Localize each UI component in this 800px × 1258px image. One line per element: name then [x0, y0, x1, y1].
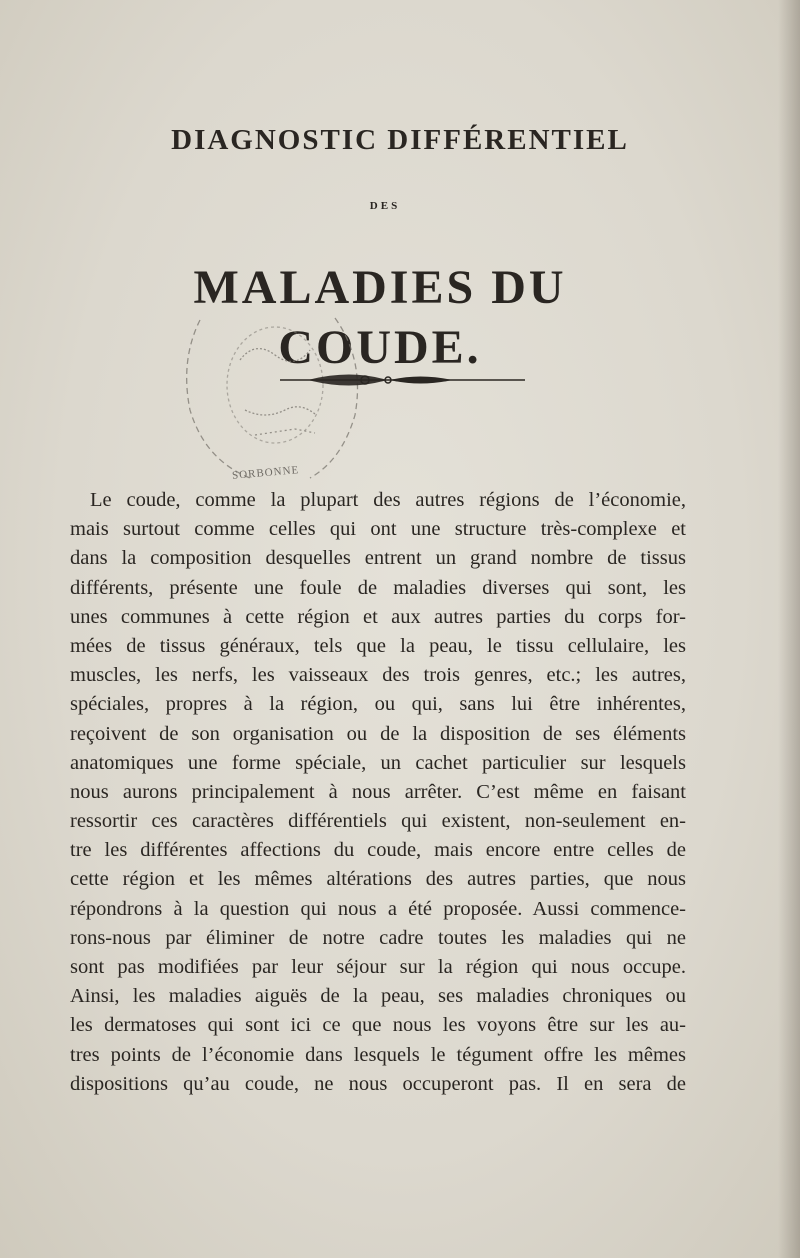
body-line: rons-nous par éliminer de notre cadre toutes les maladies qui ne	[70, 926, 686, 949]
body-line: muscles, les nerfs, les vaisseaux des trois genres, etc.; les autres,	[70, 664, 686, 687]
body-line: différents, présente une foule de maladies diverses qui sont, les	[70, 576, 686, 599]
body-line: cette région et les mêmes altérations des autres parties, que nous	[70, 868, 686, 891]
body-paragraph	[70, 486, 686, 1099]
body-line: nous aurons principalement à nous arrêter. C’est même en faisant	[70, 780, 686, 803]
library-stamp-text: SORBONNE	[231, 464, 300, 482]
title-line-3: MALADIES DU COUDE.	[193, 261, 567, 374]
body-line: dispositions qu’au coude, ne nous occuperont pas. Il en sera de	[70, 1072, 686, 1095]
page-spine-shadow	[778, 0, 800, 1258]
body-line: dans la composition desquelles entrent un grand nombre de tissus	[70, 547, 686, 570]
body-line: Le coude, comme la plupart des autres régions de l’économie,	[90, 489, 686, 511]
body-line: ressortir ces caractères différentiels qui existent, non-seulement en-	[70, 810, 686, 833]
library-stamp-and-ornament	[160, 300, 540, 490]
body-line: répondrons à la question qui nous a été proposée. Aussi commence-	[70, 897, 686, 920]
body-line: spéciales, propres à la région, ou qui, sans lui être inhérentes,	[70, 693, 686, 716]
title-line-1: DIAGNOSTIC DIFFÉRENTIEL	[171, 124, 629, 156]
body-line: unes communes à cette région et aux autres parties du corps for-	[70, 605, 686, 628]
body-line: tres points de l’économie dans lesquels le tégument offre les mêmes	[70, 1043, 686, 1066]
title-line-2: DES	[369, 200, 401, 212]
body-line: reçoivent de son organisation ou de la disposition de ses éléments	[70, 722, 686, 745]
body-line: les dermatoses qui sont ici ce que nous les voyons être sur les au-	[70, 1014, 686, 1037]
body-line: sont pas modifiées par leur séjour sur la région qui nous occupe.	[70, 956, 686, 978]
body-line: mées de tissus généraux, tels que la peau, le tissu cellulaire, les	[70, 634, 686, 657]
body-line: anatomiques une forme spéciale, un cachet particulier sur lesquels	[70, 751, 686, 774]
body-line: tre les différentes affections du coude, mais encore entre celles de	[70, 839, 686, 862]
body-line: mais surtout comme celles qui ont une structure très-complexe et	[70, 518, 686, 541]
body-line: Ainsi, les maladies aiguës de la peau, ses maladies chroniques ou	[70, 985, 686, 1008]
